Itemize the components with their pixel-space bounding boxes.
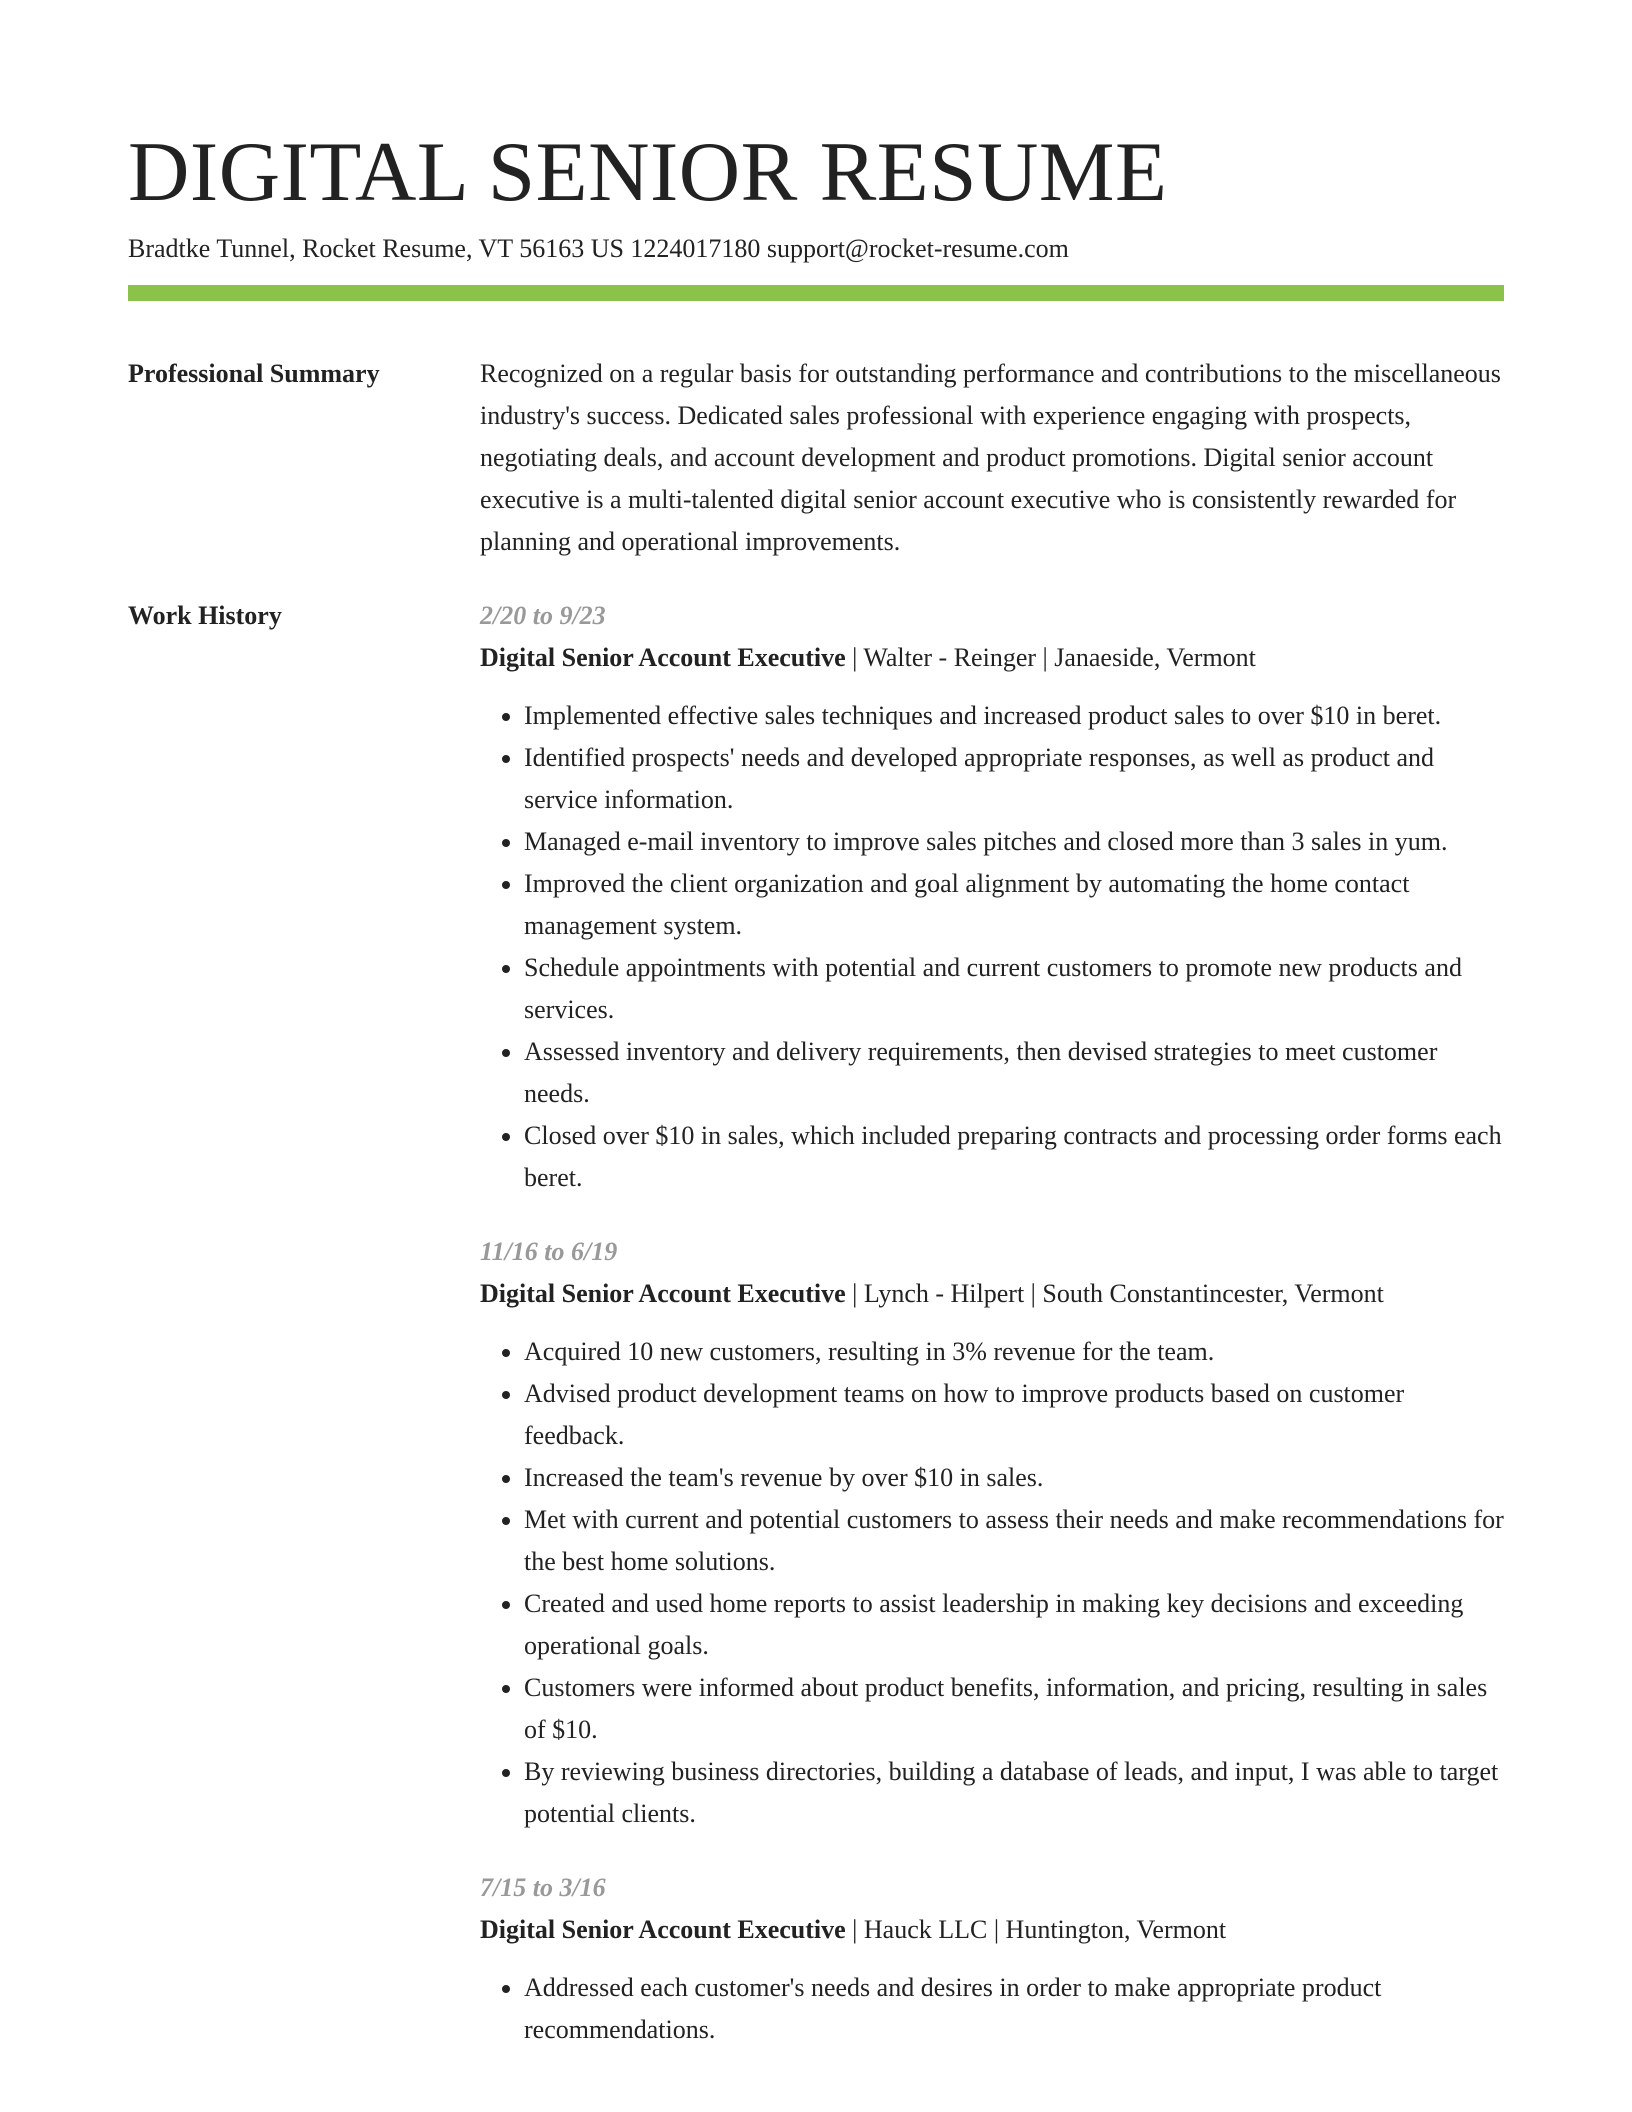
job-bullet: • Assessed inventory and delivery requirements, then devised strategies to meet customer needs. <box>524 1031 1504 1115</box>
job-title: Digital Senior Account Executive <box>480 1915 846 1944</box>
resume-title: DIGITAL SENIOR RESUME <box>128 125 1168 219</box>
job-bullet: • By reviewing business directories, building a database of leads, and input, I was able to target potential clients. <box>524 1751 1504 1835</box>
job-bullet: • Closed over $10 in sales, which included preparing contracts and processing order forms each beret. <box>524 1115 1504 1199</box>
job-bullet: • Implemented effective sales techniques and increased product sales to over $10 in beret. <box>524 695 1504 737</box>
job-date: 2/20 to 9/23 <box>480 601 606 630</box>
job-bullet: • Improved the client organization and goal alignment by automating the home contact management system. <box>524 863 1504 947</box>
summary-body <box>480 353 1504 563</box>
job-date: 11/16 to 6/19 <box>480 1237 618 1266</box>
job-bullet: • Met with current and potential customers to assess their needs and make recommendations for the best home solutions. <box>524 1499 1504 1583</box>
job-bullet: • Acquired 10 new customers, resulting in 3% revenue for the team. <box>524 1331 1504 1373</box>
job-bullets <box>480 1331 1504 1835</box>
job-details: | Lynch - Hilpert | South Constantincester, Vermont <box>845 1279 1384 1308</box>
job-bullet: • Addressed each customer's needs and desires in order to make appropriate product recommendations. <box>524 1967 1504 2051</box>
job-entry <box>480 595 1504 1199</box>
work-history-heading: Work History <box>128 601 282 630</box>
job-date: 7/15 to 3/16 <box>480 1873 606 1902</box>
job-entry <box>480 1867 1504 2051</box>
job-heading <box>480 1909 1504 1951</box>
summary-heading: Professional Summary <box>128 359 380 388</box>
job-bullets <box>480 1967 1504 2051</box>
job-details: | Walter - Reinger | Janaeside, Vermont <box>845 643 1256 672</box>
summary-text: Recognized on a regular basis for outstanding performance and contributions to the miscellaneous industry's success. Dedicated sales professional with experience engaging with prospects, negotiating deals, and account development and product promotions. Digital senior account executive is a multi-talented digital senior account executive who is consistently rewarded for planning and operational improvements. <box>480 359 1501 556</box>
job-title: Digital Senior Account Executive <box>480 1279 846 1308</box>
job-details: | Hauck LLC | Huntington, Vermont <box>845 1915 1227 1944</box>
job-heading <box>480 637 1504 679</box>
job-bullet: • Managed e-mail inventory to improve sales pitches and closed more than 3 sales in yum. <box>524 821 1504 863</box>
job-bullet: • Schedule appointments with potential and current customers to promote new products and services. <box>524 947 1504 1031</box>
job-bullet: • Advised product development teams on how to improve products based on customer feedback. <box>524 1373 1504 1457</box>
job-entry <box>480 1231 1504 1835</box>
contact-line: Bradtke Tunnel, Rocket Resume, VT 56163 US 1224017180 support@rocket-resume.com <box>128 234 1069 263</box>
job-bullet: • Created and used home reports to assist leadership in making key decisions and exceeding operational goals. <box>524 1583 1504 1667</box>
job-bullets <box>480 695 1504 1199</box>
work-history-body <box>480 595 1504 2083</box>
accent-divider <box>128 285 1504 301</box>
job-heading <box>480 1273 1504 1315</box>
job-bullet: • Customers were informed about product benefits, information, and pricing, resulting in sales of $10. <box>524 1667 1504 1751</box>
job-title: Digital Senior Account Executive <box>480 643 846 672</box>
job-bullet: • Increased the team's revenue by over $10 in sales. <box>524 1457 1504 1499</box>
job-bullet: • Identified prospects' needs and developed appropriate responses, as well as product and service information. <box>524 737 1504 821</box>
